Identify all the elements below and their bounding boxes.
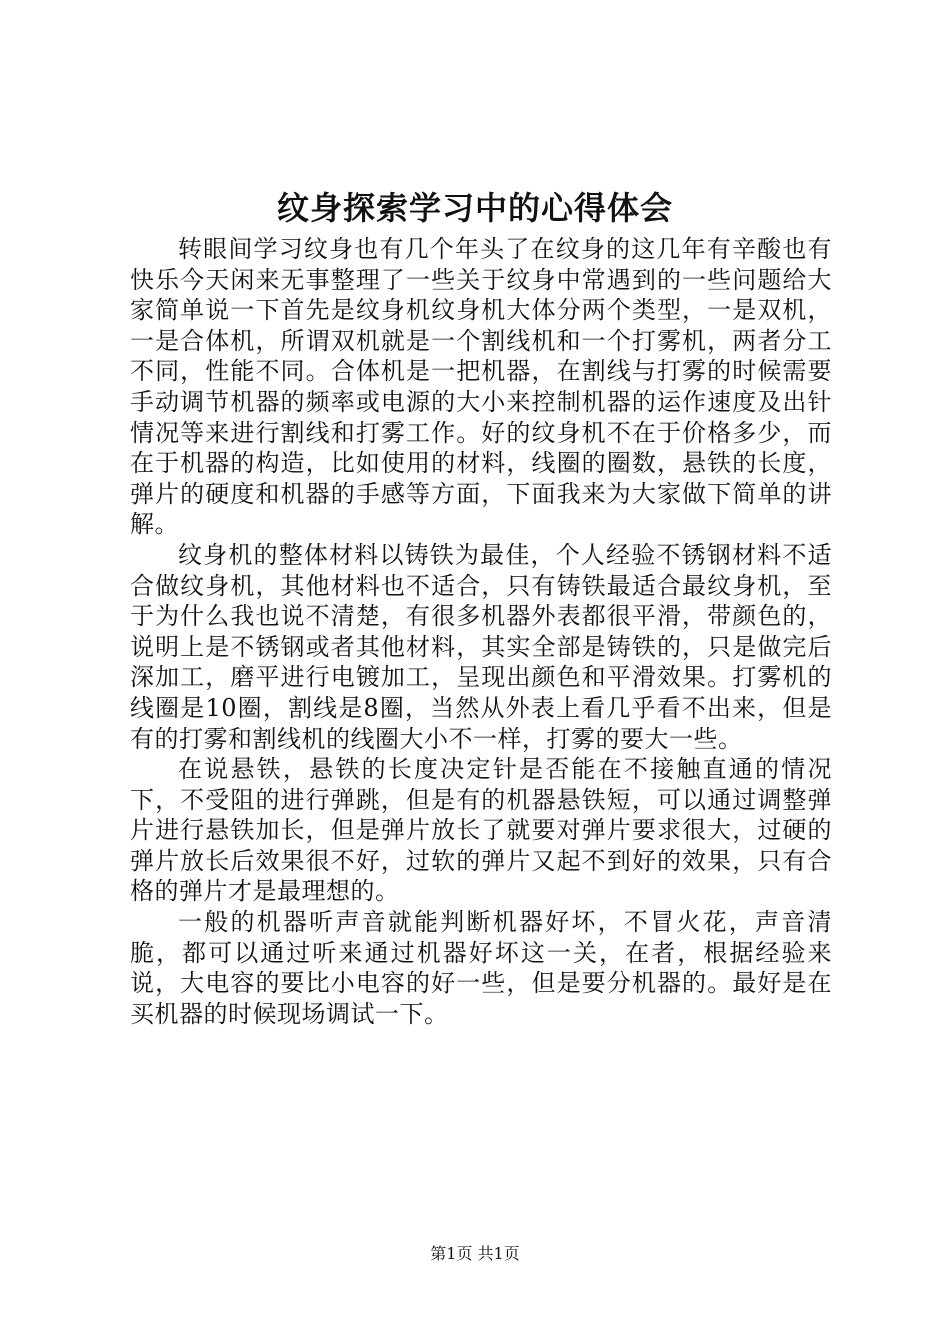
page-footer: 第1页 共1页	[430, 1244, 520, 1263]
paragraph-2: 纹身机的整体材料以铸铁为最佳，个人经验不锈钢材料不适合做纹身机，其他材料也不适合，只有铸铁最适合最纹身机，至于为什么我也说不清楚，有很多机器外表都很平滑，带颜色的，说明上是不锈钢或者其他材料，其实全部是铸铁的，只是做完后深加工，磨平进行电镀加工，呈现出颜色和平滑效果。打雾机的线圈是10圈，割线是8圈，当然从外表上看几乎看不出来，但是有的打雾和割线机的线圈大小不一样，打雾的要大一些。	[130, 540, 832, 753]
document-title: 纹身探索学习中的心得体会	[276, 189, 673, 227]
paragraph-3: 在说悬铁，悬铁的长度决定针是否能在不接触直通的情况下，不受阻的进行弹跳，但是有的机器悬铁短，可以通过调整弹片进行悬铁加长，但是弹片放长了就要对弹片要求很大，过硬的弹片放长后效果很不好，过软的弹片又起不到好的效果，只有合格的弹片才是最理想的。	[130, 755, 832, 906]
document-body	[130, 234, 832, 1029]
paragraph-4: 一般的机器听声音就能判断机器好坏，不冒火花，声音清脆，都可以通过听来通过机器好坏这一关，在者，根据经验来说，大电容的要比小电容的好一些，但是要分机器的。最好是在买机器的时候现场调试一下。	[130, 908, 832, 1028]
paragraph-1: 转眼间学习纹身也有几个年头了在纹身的这几年有辛酸也有快乐今天闲来无事整理了一些关于纹身中常遇到的一些问题给大家简单说一下首先是纹身机纹身机大体分两个类型，一是双机，一是合体机，所谓双机就是一个割线机和一个打雾机，两者分工不同，性能不同。合体机是一把机器，在割线与打雾的时候需要手动调节机器的频率或电源的大小来控制机器的运作速度及出针情况等来进行割线和打雾工作。好的纹身机不在于价格多少，而在于机器的构造，比如使用的材料，线圈的圈数，悬铁的长度，弹片的硬度和机器的手感等方面，下面我来为大家做下简单的讲解。	[130, 235, 832, 539]
